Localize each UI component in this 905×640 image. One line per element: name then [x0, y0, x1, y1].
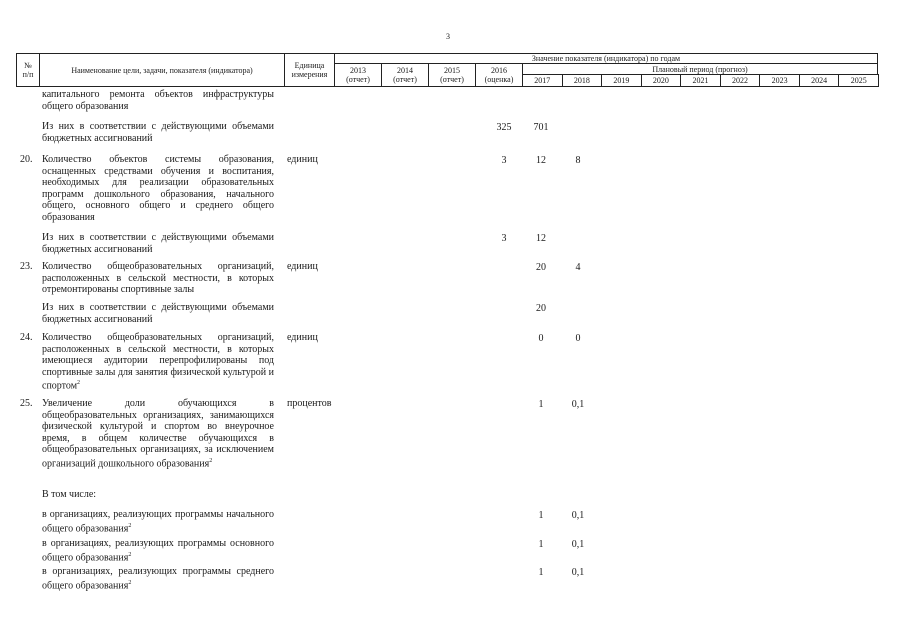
value-2018: 0,1	[571, 567, 585, 578]
value-2017: 1	[538, 510, 544, 521]
plan-period-header: Плановый период (прогноз)	[522, 63, 878, 75]
indicator-name: Количество объектов системы образования, оснащенных средствами обучения и воспитания, необходимых для реализации образовательных программ дошкольного образования, начального общего, основного общего и среднего общего образования	[42, 154, 274, 223]
value-2016: 3	[501, 233, 507, 244]
year-label: 2013	[350, 66, 366, 75]
value-2017: 12	[536, 155, 546, 166]
plan-year-header-2017: 2017	[522, 74, 563, 87]
indicator-name: Количество общеобразовательных организаций, расположенных в сельской местности, в которых отремонтированы спортивные залы	[42, 261, 274, 295]
year-label: 2015	[444, 66, 460, 75]
value-2018: 4	[575, 262, 581, 273]
year-note: (отчет)	[440, 75, 464, 84]
unit-cell: процентов	[287, 398, 332, 409]
year-note: (отчет)	[393, 75, 417, 84]
value-2017: 701	[533, 122, 549, 133]
year-label: 2014	[397, 66, 413, 75]
row-number: 24.	[20, 332, 33, 343]
plan-year-header-2023: 2023	[759, 74, 800, 87]
row-number: 20.	[20, 154, 33, 165]
year-note: (отчет)	[346, 75, 370, 84]
value-2018: 0	[575, 333, 581, 344]
footnote-mark: 2	[128, 579, 132, 586]
values-header: Значение показателя (индикатора) по годам	[334, 53, 878, 64]
value-2017: 20	[536, 262, 546, 273]
value-2016: 3	[501, 155, 507, 166]
name-header: Наименование цели, задачи, показателя (индикатора)	[39, 53, 285, 87]
indicator-name: Количество общеобразовательных организаций, расположенных в сельской местности, в которых имеющиеся аудитории перепрофилированы под спортивные залы для занятия физической культурой и спортом$^2$	[42, 332, 274, 392]
unit-cell: единиц	[287, 332, 318, 343]
footnote-mark: 2	[128, 551, 132, 558]
value-2017: 1	[538, 399, 544, 410]
indicator-name: капитального ремонта объектов инфраструктуры общего образования	[42, 89, 274, 112]
value-2018: 8	[575, 155, 581, 166]
value-2016: 325	[496, 122, 512, 133]
value-2018: 0,1	[571, 399, 585, 410]
plan-year-header-2020: 2020	[641, 74, 682, 87]
plan-year-header-2024: 2024	[799, 74, 840, 87]
indicator-name: В том числе:	[42, 489, 97, 500]
value-2018: 0,1	[571, 539, 585, 550]
value-2017: 20	[536, 303, 546, 314]
value-2017: 12	[536, 233, 546, 244]
indicator-name: Из них в соответствии с действующими объемами бюджетных ассигнований	[42, 121, 274, 144]
indicator-name: Увеличение доли обучающихся в общеобразовательных организациях, занимающихся физической культурой и спортом во внеурочное время, в общем количестве обучающихся в общеобразовательных организациях, за исключением организаций дошкольного образования$^2$	[42, 398, 274, 469]
row-number: 23.	[20, 261, 33, 272]
plan-year-header-2018: 2018	[562, 74, 603, 87]
indicator-name: в организациях, реализующих программы среднего общего образования$^2$	[42, 566, 274, 591]
footnote-mark: 2	[128, 522, 132, 529]
unit-cell: единиц	[287, 261, 318, 272]
indicator-name: в организациях, реализующих программы основного общего образования$^2$	[42, 538, 274, 563]
indicator-name: Из них в соответствии с действующими объемами бюджетных ассигнований	[42, 302, 274, 325]
value-2017: 1	[538, 567, 544, 578]
value-2017: 1	[538, 539, 544, 550]
year-label: 2016	[491, 66, 507, 75]
value-2017: 0	[538, 333, 544, 344]
num-header: № п/п	[16, 53, 40, 87]
row-number: 25.	[20, 398, 33, 409]
footnote-mark: 2	[77, 380, 81, 386]
page-number: 3	[446, 32, 450, 41]
indicator-name: Из них в соответствии с действующими объемами бюджетных ассигнований	[42, 232, 274, 255]
value-2018: 0,1	[571, 510, 585, 521]
footnote-mark: 2	[209, 457, 213, 464]
indicator-name: в организациях, реализующих программы начального общего образования$^2$	[42, 509, 274, 534]
unit-cell: единиц	[287, 154, 318, 165]
plan-year-header-2025: 2025	[838, 74, 879, 87]
plan-year-header-2019: 2019	[601, 74, 642, 87]
plan-year-header-2021: 2021	[680, 74, 721, 87]
year-note: (оценка)	[484, 75, 514, 84]
plan-year-header-2022: 2022	[720, 74, 761, 87]
unit-header: Единица измерения	[284, 53, 335, 87]
